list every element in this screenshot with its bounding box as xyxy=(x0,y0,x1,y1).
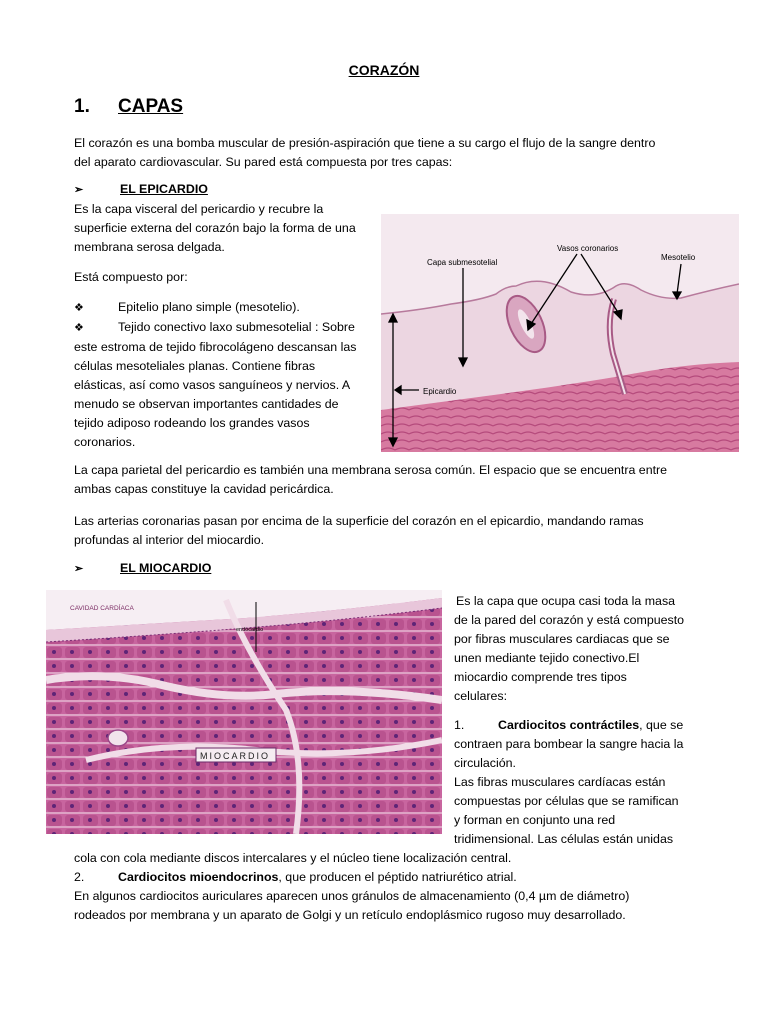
document-title: CORAZÓN xyxy=(348,62,420,78)
miocardio-heading-label: EL MIOCARDIO xyxy=(120,561,212,575)
list-item-text: , que se xyxy=(639,718,684,732)
epicardio-desc-line: Es la capa visceral del pericardio y recubre la xyxy=(74,202,324,216)
epicardio-heading xyxy=(74,182,208,196)
list-number: 1. xyxy=(454,718,465,732)
epicardio-micrograph-image xyxy=(381,214,739,452)
paragraph-line: ambas capas constituye la cavidad pericárdica. xyxy=(74,482,334,496)
paragraph-line: profundas al interior del miocardio. xyxy=(74,533,265,547)
section-number: 1. xyxy=(74,96,90,117)
paragraph-line: Es la capa que ocupa casi toda la masa xyxy=(456,594,676,608)
paragraph-line: cola con cola mediante discos intercalares y el núcleo tiene localización central. xyxy=(74,851,512,865)
list-item-continuation: menudo se observan importantes cantidades de xyxy=(74,397,339,411)
epicardio-list xyxy=(74,298,374,452)
paragraph-line: En algunos cardiocitos auriculares aparecen unos gránulos de almacenamiento (0,4 µm de diámetro) xyxy=(74,889,630,903)
list-item-continuation: coronarios. xyxy=(74,435,136,449)
epicardio-desc-line: superficie externa del corazón bajo la forma de una xyxy=(74,221,356,235)
list-item-text: , que producen el péptido natriurético atrial. xyxy=(278,870,517,884)
paragraph-line: compuestas por células que se ramifican xyxy=(454,794,679,808)
figure-label: Mesotelio xyxy=(661,253,696,262)
parietal-paragraph xyxy=(74,461,714,499)
list-number: 2. xyxy=(74,870,85,884)
list-item-title: Cardiocitos contráctiles xyxy=(498,718,640,732)
list-item xyxy=(74,318,374,338)
paragraph-line: circulación. xyxy=(454,756,516,770)
composed-by: Está compuesto por: xyxy=(74,270,188,284)
list-item-continuation: elásticas, así como vasos sanguíneos y nervios. A xyxy=(74,378,351,392)
paragraph-line: Las fibras musculares cardíacas están xyxy=(454,775,666,789)
section-title: CAPAS xyxy=(118,96,184,117)
miocardio-micrograph-image xyxy=(46,590,442,834)
epicardio-description xyxy=(74,200,374,257)
epicardio-desc-line: membrana serosa delgada. xyxy=(74,240,225,254)
list-item-continuation: este estroma de tejido fibrocolágeno descansan las xyxy=(74,340,357,354)
arterias-paragraph xyxy=(74,512,714,550)
epicardio-heading-label: EL EPICARDIO xyxy=(120,182,208,196)
paragraph-line: por fibras musculares cardiacas que se xyxy=(454,632,670,646)
figure-label: endocardio xyxy=(236,627,264,633)
paragraph-line: tridimensional. Las células están unidas xyxy=(454,832,674,846)
list-item-continuation: células mesoteliales planas. Contiene fibras xyxy=(74,359,316,373)
intro-line: El corazón es una bomba muscular de presión-aspiración que tiene a su cargo el flujo de la sangre dentro xyxy=(74,136,656,150)
diamond-bullet-icon: ❖ xyxy=(74,322,84,334)
cell-type-2 xyxy=(74,849,714,925)
paragraph-line: miocardio comprende tres tipos xyxy=(454,670,627,684)
paragraph-line: unen mediante tejido conectivo.El xyxy=(454,651,640,665)
section-heading xyxy=(74,96,183,118)
list-item-text: Tejido conectivo laxo submesotelial : Sobre xyxy=(118,320,355,334)
figure-label: Vasos coronarios xyxy=(557,244,619,253)
list-item-text: Epitelio plano simple (mesotelio). xyxy=(118,300,300,314)
intro-paragraph xyxy=(74,134,714,172)
paragraph-line: Las arterias coronarias pasan por encima de la superficie del corazón en el epicardio, mandando ramas xyxy=(74,514,644,528)
paragraph-line: La capa parietal del pericardio es también una membrana serosa común. El espacio que se encuentra entre xyxy=(74,463,668,477)
miocardio-description xyxy=(454,592,744,706)
cell-type-1 xyxy=(454,716,744,849)
intro-line: del aparato cardiovascular. Su pared está compuesta por tres capas: xyxy=(74,155,453,169)
arrow-bullet-icon: ➢ xyxy=(74,563,84,575)
paragraph-line: rodeados por membrana y un aparato de Golgi y un retículo endoplásmico rugoso muy desarrollado. xyxy=(74,908,626,922)
paragraph-line: y forman en conjunto una red xyxy=(454,813,616,827)
miocardio-heading xyxy=(74,561,211,575)
epicardio-micrograph xyxy=(381,214,739,452)
diamond-bullet-icon: ❖ xyxy=(74,302,84,314)
list-item xyxy=(74,298,374,318)
miocardio-micrograph xyxy=(46,590,442,834)
figure-label: CAVIDAD CARDÍACA xyxy=(70,605,134,612)
figure-label: Capa submesotelial xyxy=(427,258,498,267)
figure-label: Epicardio xyxy=(423,387,457,396)
paragraph-line: contraen para bombear la sangre hacia la xyxy=(454,737,684,751)
list-item-continuation: tejido adiposo rodeando los grandes vasos xyxy=(74,416,310,430)
paragraph-line: de la pared del corazón y está compuesto xyxy=(454,613,685,627)
figure-label: MIOCARDIO xyxy=(200,751,271,761)
list-item xyxy=(454,716,744,735)
list-item xyxy=(74,868,714,887)
arrow-bullet-icon: ➢ xyxy=(74,184,84,196)
list-item-title: Cardiocitos mioendocrinos xyxy=(118,870,279,884)
paragraph-line: celulares: xyxy=(454,689,508,703)
